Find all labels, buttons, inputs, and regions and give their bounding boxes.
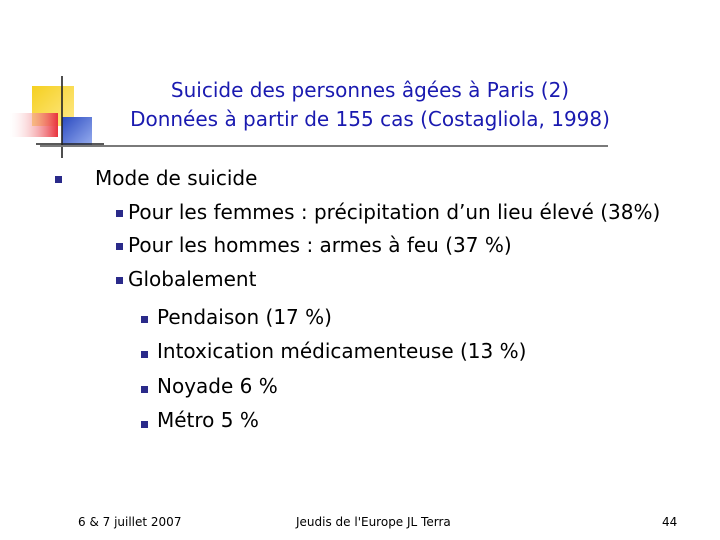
bullet-hommes: Pour les hommes : armes à feu (37 %) [128,233,512,257]
slide-title [80,76,660,134]
bullet-mode-de-suicide: Mode de suicide [95,166,258,190]
title-underline [40,145,608,147]
bullet-marker [141,386,148,393]
footer-center-text: Jeudis de l'Europe JL Terra [296,515,451,529]
footer-date: 6 & 7 juillet 2007 [78,515,182,529]
bullet-globalement: Globalement [128,267,257,291]
bullet-marker [116,210,123,217]
bullet-noyade: Noyade 6 % [157,374,278,398]
bullet-marker [116,277,123,284]
bullet-marker [141,316,148,323]
title-line-1: Suicide des personnes âgées à Paris (2) [170,78,570,102]
bullet-marker [116,243,123,250]
bullet-marker [55,176,62,183]
bullet-intoxication: Intoxication médicamenteuse (13 %) [157,339,527,363]
title-line-2: Données à partir de 155 cas (Costagliola, 1998) [130,107,610,131]
bullet-marker [141,351,148,358]
bullet-marker [141,421,148,428]
bullet-femmes: Pour les femmes : précipitation d’un lieu élevé (38%) [128,200,661,224]
logo-red-bar [10,113,58,137]
bullet-pendaison: Pendaison (17 %) [157,305,332,329]
footer-page-number: 44 [662,515,678,529]
bullet-metro: Métro 5 % [157,408,259,432]
